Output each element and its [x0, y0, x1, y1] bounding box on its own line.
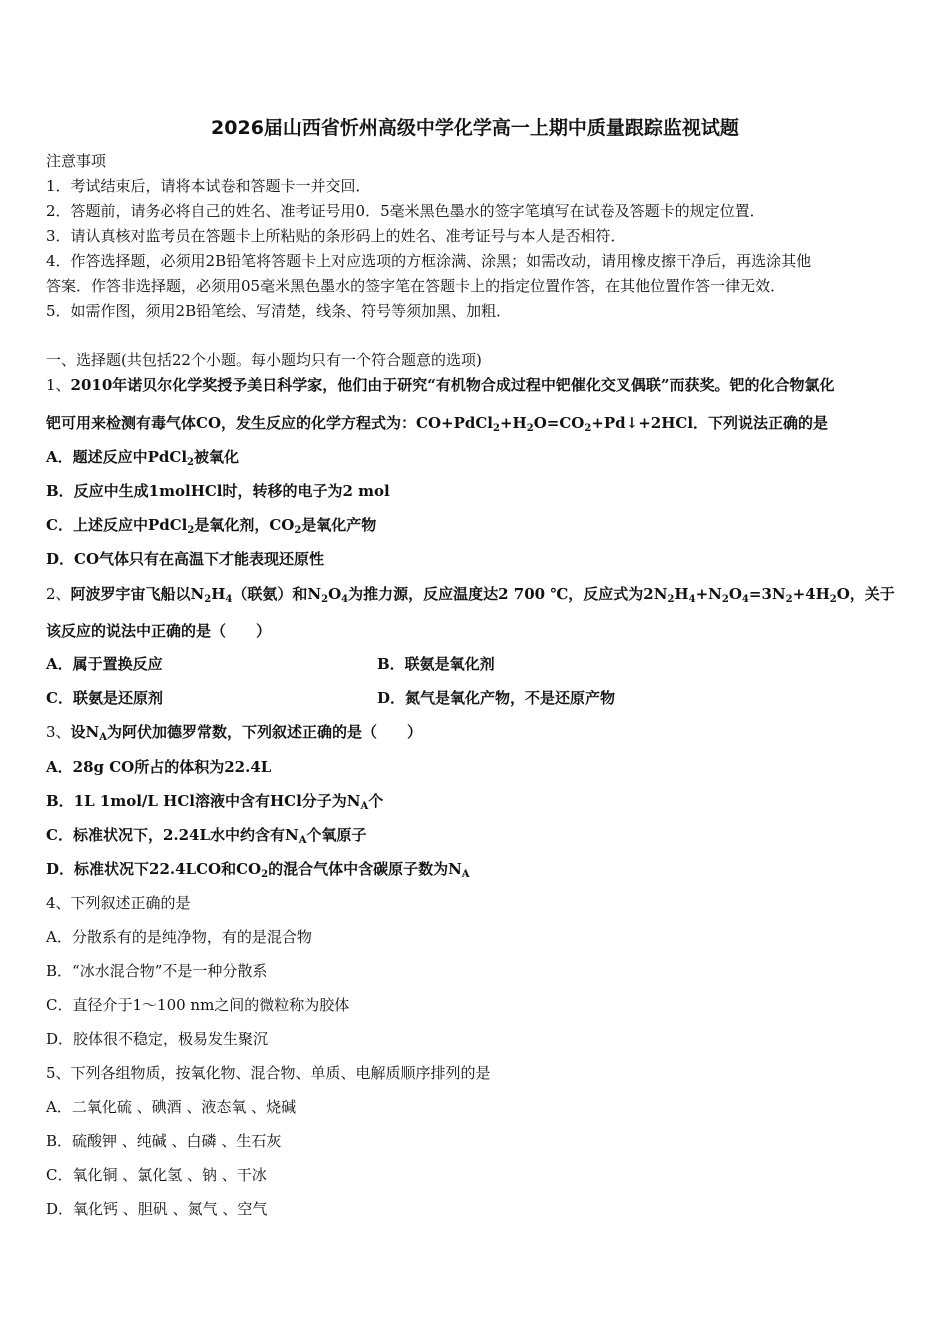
q5-option-a[interactable]: A．二氧化硫 、碘酒 、液态氧 、烧碱: [46, 1098, 297, 1116]
question-number: 5、: [46, 1064, 71, 1082]
q2-text: 阿波罗宇宙飞船以$N_2H_4$（联氨）和$N_2O_4$为推力源，反应温度达2 700 ℃，反应式为$2N_2H_4+N_2O_4=3N_2+4H_2O$，关于: [70, 585, 895, 605]
section-heading: 一、选择题(共包括22个小题。每小题均只有一个符合题意的选项): [46, 351, 482, 369]
subscript: 2: [526, 423, 534, 434]
subscript: 2: [187, 525, 195, 536]
option-text: A．题述反应中PdCl: [46, 448, 188, 466]
question-2-stem: [46, 584, 895, 604]
notice-item: 答案．作答非选择题，必须用05毫米黑色墨水的签字笔在答题卡上的指定位置作答，在其他位置作答一律无效．: [46, 277, 786, 295]
notice-item: 3．请认真核对监考员在答题卡上所粘贴的条形码上的姓名、准考证号与本人是否相符．: [46, 227, 626, 245]
q5-option-c[interactable]: C．氧化铜 、氯化氢 、钠 、干冰: [46, 1166, 267, 1184]
question-1-stem: [46, 375, 835, 395]
q3-option-c[interactable]: C．标准状况下，2.24L水中约含有$N_A$个氧原子: [46, 826, 367, 846]
question-3-stem: [46, 722, 422, 742]
subscript: 2: [493, 423, 500, 434]
q1-option-c[interactable]: [46, 515, 376, 535]
q4-option-c[interactable]: C．直径介于1～100 nm之间的微粒称为胶体: [46, 996, 350, 1014]
subscript: 2: [187, 457, 195, 468]
q5-option-b[interactable]: B．硫酸钾 、纯碱 、白磷 、生石灰: [46, 1132, 282, 1150]
q4-option-a[interactable]: A．分散系有的是纯净物，有的是混合物: [46, 928, 312, 946]
q1-text: O=CO: [533, 414, 585, 432]
q1-option-a[interactable]: [46, 447, 239, 467]
q1-text: +H: [499, 414, 527, 432]
q2-option-d[interactable]: D．氮气是氧化产物，不是还原产物: [377, 689, 616, 707]
q2-option-b[interactable]: B．联氨是氧化剂: [377, 655, 495, 673]
notice-heading: 注意事项: [46, 152, 107, 170]
notice-item: 1．考试结束后，请将本试卷和答题卡一并交回．: [46, 177, 371, 195]
q4-option-b[interactable]: B．“冰水混合物”不是一种分散系: [46, 962, 268, 980]
q1-text: 2010年诺贝尔化学奖授予美日科学家，他们由于研究“有机物合成过程中钯催化交叉偶联”而获奖。钯的化合物氯化: [70, 376, 835, 394]
q1-text: 钯可用来检测有毒气体CO，发生反应的化学方程式为：CO+PdCl: [46, 414, 493, 432]
notice-item: 5．如需作图，须用2B铅笔绘、写清楚，线条、符号等须加黑、加粗．: [46, 302, 512, 320]
question-5-stem: [46, 1063, 491, 1083]
q3-option-b[interactable]: B．1L 1mol/L HCl溶液中含有HCl分子为$N_A$个: [46, 792, 384, 812]
question-1-stem-cont: [46, 413, 828, 433]
question-2-stem-cont: 该反应的说法中正确的是（ ）: [46, 622, 272, 640]
q4-text: 下列叙述正确的是: [70, 894, 191, 912]
question-number: 2、: [46, 585, 71, 603]
page-title: 2026届山西省忻州高级中学化学高一上期中质量跟踪监视试题: [211, 117, 739, 139]
q5-text: 下列各组物质，按氧化物、混合物、单质、电解质顺序排列的是: [70, 1064, 491, 1082]
q1-option-b[interactable]: B．反应中生成1molHCl时，转移的电子为2 mol: [46, 482, 390, 500]
q3-option-d[interactable]: D．标准状况下22.4LCO和$CO_2$的混合气体中含碳原子数为$N_A$: [46, 860, 470, 880]
question-number: 3、: [46, 723, 71, 741]
question-4-stem: [46, 893, 191, 913]
notice-item: 2．答题前，请务必将自己的姓名、准考证号用0．5毫米黑色墨水的签字笔填写在试卷及答题卡的规定位置．: [46, 202, 765, 220]
subscript: 2: [294, 525, 302, 536]
q2-option-c[interactable]: C．联氨是还原剂: [46, 689, 163, 707]
q2-option-a[interactable]: A．属于置换反应: [46, 655, 163, 673]
option-text: 是氧化剂，CO: [194, 516, 295, 534]
notice-item: 4．作答选择题，必须用2B铅笔将答题卡上对应选项的方框涂满、涂黑；如需改动，请用橡皮擦干净后，再选涂其他: [46, 252, 812, 270]
option-text: C．上述反应中PdCl: [46, 516, 188, 534]
option-text: 被氧化: [194, 448, 240, 466]
q1-option-d[interactable]: D．CO气体只有在高温下才能表现还原性: [46, 550, 325, 568]
question-number: 1、: [46, 376, 71, 394]
q4-option-d[interactable]: D．胶体很不稳定，极易发生聚沉: [46, 1030, 269, 1048]
q3-option-a[interactable]: A．28g CO所占的体积为22.4L: [46, 758, 272, 776]
q5-option-d[interactable]: D．氧化钙 、胆矾 、氮气 、空气: [46, 1200, 268, 1218]
option-text: 是氧化产物: [301, 516, 377, 534]
subscript: 2: [584, 423, 592, 434]
q1-text: +Pd↓+2HCl．下列说法正确的是: [591, 414, 829, 432]
question-number: 4、: [46, 894, 71, 912]
q3-text: 设$N_A$为阿伏加德罗常数，下列叙述正确的是（ ）: [70, 723, 423, 743]
